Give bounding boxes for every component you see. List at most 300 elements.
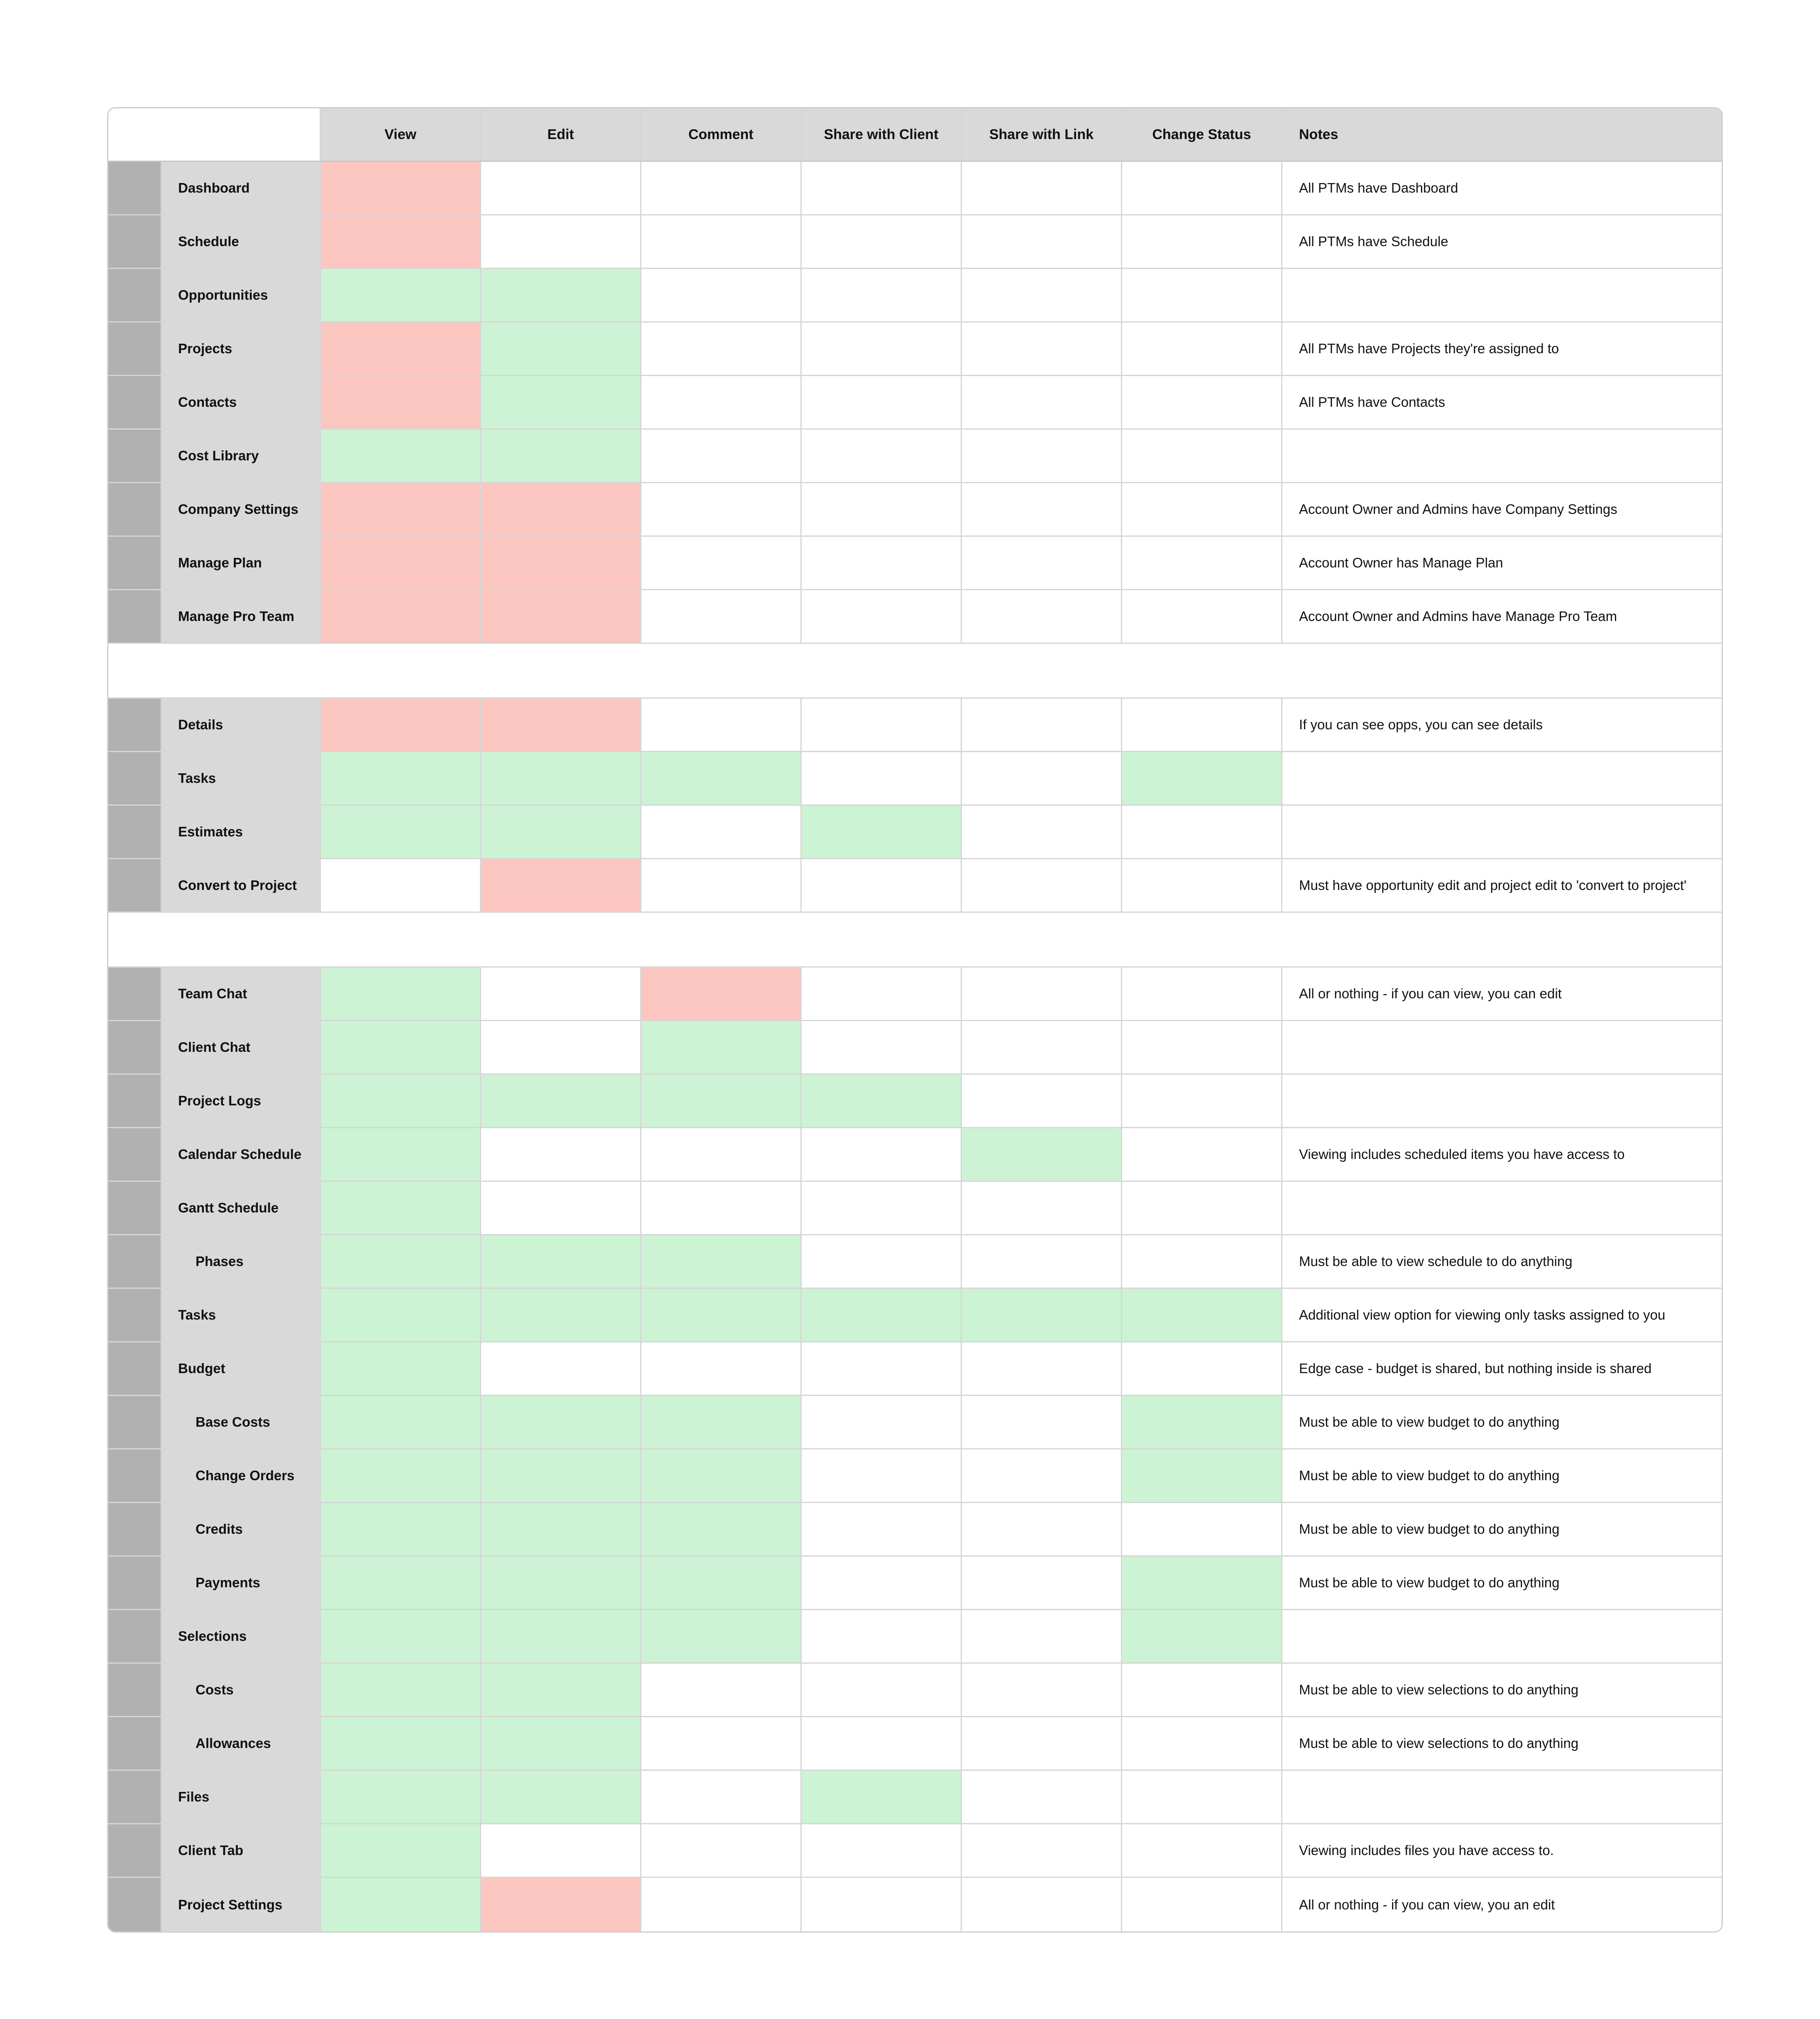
row-note: Must be able to view schedule to do anything — [1299, 1254, 1573, 1269]
permission-cell-view[interactable] — [321, 1449, 481, 1502]
row-note: All PTMs have Dashboard — [1299, 180, 1458, 196]
permission-cell-share-with-link[interactable] — [962, 1342, 1122, 1395]
permission-cell-share-with-link[interactable] — [962, 1449, 1122, 1502]
row-label-cell — [108, 1717, 321, 1770]
row-label: Calendar Schedule — [161, 1128, 320, 1181]
row-label-cell — [108, 1396, 321, 1448]
group-bar — [108, 323, 161, 375]
permission-cell-share-with-link[interactable] — [962, 430, 1122, 482]
group-bar — [108, 1075, 161, 1127]
permission-cell-share-with-link[interactable] — [962, 162, 1122, 214]
row-label-cell — [108, 269, 321, 321]
permission-cell-share-with-client[interactable] — [802, 269, 962, 321]
table-row — [108, 1717, 1722, 1771]
group-bar — [108, 590, 161, 643]
permission-cell-change-status[interactable] — [1122, 806, 1282, 858]
permission-cell-comment[interactable] — [641, 1075, 802, 1127]
row-label: Dashboard — [161, 162, 320, 214]
table-row — [108, 806, 1722, 859]
permission-cell-share-with-link[interactable] — [962, 806, 1122, 858]
permission-cell-edit[interactable] — [481, 537, 641, 589]
row-label-cell — [108, 859, 321, 912]
table-row — [108, 269, 1722, 323]
permission-cell-share-with-link[interactable] — [962, 590, 1122, 643]
permission-cell-share-with-client[interactable] — [802, 1128, 962, 1181]
header-share-with-client: Share with Client — [802, 108, 962, 161]
permission-cell-share-with-link[interactable] — [962, 269, 1122, 321]
group-bar — [108, 376, 161, 428]
permission-cell-comment[interactable] — [641, 1824, 802, 1877]
row-label: Project Logs — [161, 1075, 320, 1127]
permission-cell-view[interactable] — [321, 1878, 481, 1931]
permission-cell-edit[interactable] — [481, 323, 641, 375]
permission-cell-share-with-client[interactable] — [802, 1503, 962, 1555]
permission-cell-change-status[interactable] — [1122, 1557, 1282, 1609]
permission-cell-comment[interactable] — [641, 1182, 802, 1234]
row-label: Client Tab — [161, 1824, 320, 1877]
permission-cell-share-with-client[interactable] — [802, 323, 962, 375]
permission-cell-share-with-client[interactable] — [802, 215, 962, 268]
permission-cell-comment[interactable] — [641, 537, 802, 589]
row-note: All PTMs have Projects they're assigned to — [1299, 341, 1559, 356]
permission-cell-view[interactable] — [321, 859, 481, 912]
row-note: Edge case - budget is shared, but nothing inside is shared — [1299, 1361, 1652, 1376]
permission-cell-edit[interactable] — [481, 1664, 641, 1716]
row-label-cell — [108, 1610, 321, 1662]
permission-cell-edit[interactable] — [481, 1503, 641, 1555]
row-label-cell — [108, 1664, 321, 1716]
row-label: Selections — [161, 1610, 320, 1662]
table-row — [108, 1824, 1722, 1878]
row-label: Payments — [161, 1557, 320, 1609]
permission-cell-share-with-link[interactable] — [962, 1075, 1122, 1127]
permission-cell-share-with-link[interactable] — [962, 699, 1122, 751]
row-label-cell — [108, 537, 321, 589]
permission-cell-share-with-client[interactable] — [802, 1075, 962, 1127]
row-label: Budget — [161, 1342, 320, 1395]
permission-cell-edit[interactable] — [481, 806, 641, 858]
group-bar — [108, 1182, 161, 1234]
row-label-cell — [108, 1342, 321, 1395]
row-note — [1282, 430, 1722, 482]
permission-cell-change-status[interactable] — [1122, 1021, 1282, 1073]
row-label: Costs — [161, 1664, 320, 1716]
permission-cell-comment[interactable] — [641, 752, 802, 804]
permission-cell-share-with-client[interactable] — [802, 806, 962, 858]
permission-cell-edit[interactable] — [481, 1449, 641, 1502]
permission-cell-share-with-link[interactable] — [962, 1878, 1122, 1931]
row-label-cell — [108, 1824, 321, 1877]
permission-cell-comment[interactable] — [641, 1717, 802, 1770]
row-note: Account Owner and Admins have Manage Pro Team — [1299, 609, 1617, 624]
permission-cell-change-status[interactable] — [1122, 968, 1282, 1020]
permission-cell-change-status[interactable] — [1122, 1878, 1282, 1931]
permission-cell-share-with-link[interactable] — [962, 968, 1122, 1020]
permission-cell-view[interactable] — [321, 1771, 481, 1823]
row-note: Must have opportunity edit and project edit to 'convert to project' — [1299, 878, 1687, 893]
row-label-cell — [108, 699, 321, 751]
group-bar — [108, 806, 161, 858]
permission-cell-view[interactable] — [321, 1557, 481, 1609]
permission-cell-edit[interactable] — [481, 1396, 641, 1448]
table-row — [108, 215, 1722, 269]
row-label: Tasks — [161, 752, 320, 804]
row-label-cell — [108, 430, 321, 482]
permission-cell-comment[interactable] — [641, 376, 802, 428]
permission-cell-share-with-link[interactable] — [962, 752, 1122, 804]
permission-cell-edit[interactable] — [481, 1021, 641, 1073]
permission-cell-share-with-link[interactable] — [962, 215, 1122, 268]
group-bar — [108, 1342, 161, 1395]
permission-cell-edit[interactable] — [481, 1235, 641, 1288]
permission-cell-share-with-client[interactable] — [802, 483, 962, 535]
header-row — [108, 108, 1722, 162]
row-label-cell — [108, 806, 321, 858]
permission-cell-change-status[interactable] — [1122, 1771, 1282, 1823]
permission-cell-comment[interactable] — [641, 1771, 802, 1823]
permission-cell-comment[interactable] — [641, 1557, 802, 1609]
table-row — [108, 1342, 1722, 1396]
table-row — [108, 1664, 1722, 1717]
row-label-cell — [108, 162, 321, 214]
row-label-cell — [108, 1128, 321, 1181]
table-row — [108, 430, 1722, 483]
permission-cell-change-status[interactable] — [1122, 537, 1282, 589]
row-label: Tasks — [161, 1289, 320, 1341]
permission-cell-share-with-link[interactable] — [962, 1503, 1122, 1555]
permission-cell-share-with-client[interactable] — [802, 1664, 962, 1716]
permission-cell-view[interactable] — [321, 1717, 481, 1770]
row-label: Phases — [161, 1235, 320, 1288]
permission-cell-edit[interactable] — [481, 1128, 641, 1181]
group-bar — [108, 162, 161, 214]
permission-cell-share-with-link[interactable] — [962, 1664, 1122, 1716]
permission-cell-share-with-link[interactable] — [962, 1610, 1122, 1662]
permission-cell-comment[interactable] — [641, 806, 802, 858]
permission-cell-change-status[interactable] — [1122, 323, 1282, 375]
permission-cell-edit[interactable] — [481, 1717, 641, 1770]
permission-cell-edit[interactable] — [481, 590, 641, 643]
matrix-body — [108, 162, 1722, 1931]
permission-cell-change-status[interactable] — [1122, 1289, 1282, 1341]
permission-cell-view[interactable] — [321, 1503, 481, 1555]
permission-cell-edit[interactable] — [481, 1182, 641, 1234]
permission-cell-share-with-client[interactable] — [802, 699, 962, 751]
permission-cell-share-with-link[interactable] — [962, 376, 1122, 428]
permission-cell-view[interactable] — [321, 806, 481, 858]
table-row — [108, 859, 1722, 913]
permission-cell-comment[interactable] — [641, 1021, 802, 1073]
permission-cell-change-status[interactable] — [1122, 1342, 1282, 1395]
table-row — [108, 1878, 1722, 1931]
permission-cell-change-status[interactable] — [1122, 859, 1282, 912]
permission-cell-change-status[interactable] — [1122, 1717, 1282, 1770]
row-label-cell — [108, 215, 321, 268]
header-edit: Edit — [481, 108, 641, 161]
permission-cell-edit[interactable] — [481, 1075, 641, 1127]
permission-cell-edit[interactable] — [481, 269, 641, 321]
permission-cell-share-with-link[interactable] — [962, 859, 1122, 912]
permission-cell-change-status[interactable] — [1122, 752, 1282, 804]
permission-cell-comment[interactable] — [641, 1342, 802, 1395]
group-bar — [108, 699, 161, 751]
permission-cell-share-with-link[interactable] — [962, 1396, 1122, 1448]
group-bar — [108, 269, 161, 321]
permission-cell-change-status[interactable] — [1122, 376, 1282, 428]
group-bar — [108, 1771, 161, 1823]
permission-cell-change-status[interactable] — [1122, 1824, 1282, 1877]
permission-cell-edit[interactable] — [481, 1610, 641, 1662]
permission-cell-comment[interactable] — [641, 1449, 802, 1502]
group-bar — [108, 1610, 161, 1662]
permission-cell-edit[interactable] — [481, 1342, 641, 1395]
header-corner — [108, 108, 321, 161]
permission-cell-share-with-link[interactable] — [962, 1717, 1122, 1770]
row-note — [1282, 1610, 1722, 1662]
permission-cell-comment[interactable] — [641, 968, 802, 1020]
permission-cell-share-with-client[interactable] — [802, 1717, 962, 1770]
permission-cell-comment[interactable] — [641, 162, 802, 214]
table-row — [108, 1182, 1722, 1235]
permission-cell-change-status[interactable] — [1122, 162, 1282, 214]
permission-cell-comment[interactable] — [641, 1610, 802, 1662]
permission-cell-change-status[interactable] — [1122, 430, 1282, 482]
table-row — [108, 752, 1722, 806]
permission-cell-change-status[interactable] — [1122, 590, 1282, 643]
permission-cell-view[interactable] — [321, 430, 481, 482]
group-bar — [108, 1717, 161, 1770]
row-label: Projects — [161, 323, 320, 375]
permission-cell-edit[interactable] — [481, 699, 641, 751]
permission-cell-edit[interactable] — [481, 1557, 641, 1609]
group-bar — [108, 1664, 161, 1716]
permission-cell-view[interactable] — [321, 699, 481, 751]
permission-cell-view[interactable] — [321, 483, 481, 535]
permission-cell-view[interactable] — [321, 1396, 481, 1448]
permission-cell-view[interactable] — [321, 1824, 481, 1877]
permission-cell-edit[interactable] — [481, 1878, 641, 1931]
permission-cell-change-status[interactable] — [1122, 215, 1282, 268]
permission-cell-edit[interactable] — [481, 430, 641, 482]
permission-cell-share-with-client[interactable] — [802, 1610, 962, 1662]
row-label: Manage Pro Team — [161, 590, 320, 643]
permission-cell-share-with-link[interactable] — [962, 1128, 1122, 1181]
permission-cell-comment[interactable] — [641, 483, 802, 535]
permission-cell-change-status[interactable] — [1122, 269, 1282, 321]
row-note — [1282, 1771, 1722, 1823]
permission-cell-view[interactable] — [321, 1235, 481, 1288]
row-label: Manage Plan — [161, 537, 320, 589]
permission-cell-share-with-link[interactable] — [962, 1557, 1122, 1609]
permission-cell-comment[interactable] — [641, 1289, 802, 1341]
group-bar — [108, 1289, 161, 1341]
permission-cell-comment[interactable] — [641, 699, 802, 751]
row-label-cell — [108, 1075, 321, 1127]
header-view: View — [321, 108, 481, 161]
table-row — [108, 1128, 1722, 1182]
permission-cell-share-with-client[interactable] — [802, 1771, 962, 1823]
permission-cell-change-status[interactable] — [1122, 483, 1282, 535]
permission-cell-share-with-link[interactable] — [962, 483, 1122, 535]
permission-cell-view[interactable] — [321, 215, 481, 268]
row-note — [1282, 752, 1722, 804]
row-label: Credits — [161, 1503, 320, 1555]
table-row — [108, 590, 1722, 644]
row-note: Must be able to view budget to do anything — [1299, 1521, 1560, 1537]
permission-cell-change-status[interactable] — [1122, 1449, 1282, 1502]
permission-cell-view[interactable] — [321, 1128, 481, 1181]
permission-cell-change-status[interactable] — [1122, 1396, 1282, 1448]
table-row — [108, 1235, 1722, 1289]
permission-cell-share-with-client[interactable] — [802, 430, 962, 482]
permission-cell-edit[interactable] — [481, 752, 641, 804]
row-label: Allowances — [161, 1717, 320, 1770]
permission-cell-share-with-client[interactable] — [802, 752, 962, 804]
permission-cell-change-status[interactable] — [1122, 1664, 1282, 1716]
header-comment: Comment — [641, 108, 802, 161]
row-label-cell — [108, 1878, 321, 1931]
permission-cell-view[interactable] — [321, 323, 481, 375]
permission-cell-share-with-link[interactable] — [962, 1021, 1122, 1073]
row-note: All or nothing - if you can view, you an edit — [1299, 1897, 1555, 1912]
permission-cell-share-with-client[interactable] — [802, 1557, 962, 1609]
permission-cell-edit[interactable] — [481, 1824, 641, 1877]
group-bar — [108, 1878, 161, 1931]
permission-cell-comment[interactable] — [641, 1878, 802, 1931]
row-label-cell — [108, 752, 321, 804]
permission-cell-comment[interactable] — [641, 1235, 802, 1288]
row-note: Additional view option for viewing only tasks assigned to you — [1299, 1307, 1666, 1322]
row-note: All PTMs have Schedule — [1299, 234, 1448, 249]
row-note: Must be able to view budget to do anything — [1299, 1468, 1560, 1483]
permission-cell-share-with-client[interactable] — [802, 376, 962, 428]
permission-cell-share-with-client[interactable] — [802, 1342, 962, 1395]
row-note: If you can see opps, you can see details — [1299, 717, 1543, 732]
permission-cell-view[interactable] — [321, 1664, 481, 1716]
group-spacer — [108, 913, 1722, 968]
permission-cell-share-with-client[interactable] — [802, 859, 962, 912]
permission-cell-view[interactable] — [321, 1182, 481, 1234]
permission-cell-share-with-client[interactable] — [802, 1289, 962, 1341]
permission-cell-share-with-client[interactable] — [802, 968, 962, 1020]
permission-cell-share-with-link[interactable] — [962, 1771, 1122, 1823]
permission-cell-view[interactable] — [321, 1610, 481, 1662]
permission-cell-view[interactable] — [321, 1021, 481, 1073]
permission-cell-share-with-link[interactable] — [962, 1235, 1122, 1288]
permission-cell-view[interactable] — [321, 590, 481, 643]
row-label-cell — [108, 1449, 321, 1502]
group-bar — [108, 968, 161, 1020]
permission-cell-comment[interactable] — [641, 323, 802, 375]
permission-cell-comment[interactable] — [641, 1664, 802, 1716]
permission-cell-share-with-link[interactable] — [962, 1289, 1122, 1341]
permission-cell-comment[interactable] — [641, 430, 802, 482]
permission-cell-edit[interactable] — [481, 1289, 641, 1341]
permission-cell-share-with-client[interactable] — [802, 1878, 962, 1931]
permission-cell-view[interactable] — [321, 269, 481, 321]
permission-cell-change-status[interactable] — [1122, 1182, 1282, 1234]
permission-cell-edit[interactable] — [481, 215, 641, 268]
permission-cell-share-with-link[interactable] — [962, 1182, 1122, 1234]
permission-cell-share-with-client[interactable] — [802, 1824, 962, 1877]
permission-cell-view[interactable] — [321, 752, 481, 804]
permission-cell-comment[interactable] — [641, 590, 802, 643]
permission-cell-comment[interactable] — [641, 269, 802, 321]
table-row — [108, 376, 1722, 430]
permission-cell-edit[interactable] — [481, 1771, 641, 1823]
group-bar — [108, 1235, 161, 1288]
table-row — [108, 323, 1722, 376]
permission-cell-edit[interactable] — [481, 968, 641, 1020]
permission-cell-share-with-client[interactable] — [802, 1021, 962, 1073]
permission-cell-change-status[interactable] — [1122, 1235, 1282, 1288]
row-label-cell — [108, 1289, 321, 1341]
row-note: Must be able to view selections to do anything — [1299, 1735, 1579, 1751]
permission-cell-share-with-link[interactable] — [962, 323, 1122, 375]
permission-cell-change-status[interactable] — [1122, 1128, 1282, 1181]
group-bar — [108, 1449, 161, 1502]
permission-cell-change-status[interactable] — [1122, 1503, 1282, 1555]
permission-cell-view[interactable] — [321, 376, 481, 428]
permission-cell-share-with-link[interactable] — [962, 1824, 1122, 1877]
permission-cell-comment[interactable] — [641, 1503, 802, 1555]
permission-cell-share-with-client[interactable] — [802, 537, 962, 589]
permission-cell-view[interactable] — [321, 537, 481, 589]
permission-cell-view[interactable] — [321, 1075, 481, 1127]
row-note: Viewing includes scheduled items you have access to — [1299, 1146, 1625, 1162]
group-bar — [108, 430, 161, 482]
row-label: Cost Library — [161, 430, 320, 482]
group-bar — [108, 752, 161, 804]
permission-cell-edit[interactable] — [481, 859, 641, 912]
permission-cell-view[interactable] — [321, 1342, 481, 1395]
row-label: Project Settings — [161, 1878, 320, 1931]
permission-cell-change-status[interactable] — [1122, 1610, 1282, 1662]
permission-cell-edit[interactable] — [481, 483, 641, 535]
row-label: Contacts — [161, 376, 320, 428]
permission-cell-comment[interactable] — [641, 859, 802, 912]
permission-cell-share-with-link[interactable] — [962, 537, 1122, 589]
permission-cell-share-with-client[interactable] — [802, 1449, 962, 1502]
row-label-cell — [108, 590, 321, 643]
permission-cell-comment[interactable] — [641, 215, 802, 268]
permission-cell-view[interactable] — [321, 968, 481, 1020]
permission-cell-share-with-client[interactable] — [802, 162, 962, 214]
permission-cell-change-status[interactable] — [1122, 699, 1282, 751]
table-row — [108, 1075, 1722, 1128]
header-notes: Notes — [1282, 108, 1722, 161]
permission-cell-edit[interactable] — [481, 376, 641, 428]
row-label-cell — [108, 1503, 321, 1555]
table-row — [108, 1449, 1722, 1503]
row-label: Company Settings — [161, 483, 320, 535]
permission-cell-share-with-client[interactable] — [802, 1182, 962, 1234]
permission-cell-view[interactable] — [321, 1289, 481, 1341]
permission-cell-share-with-client[interactable] — [802, 1396, 962, 1448]
permission-cell-share-with-client[interactable] — [802, 1235, 962, 1288]
permission-cell-edit[interactable] — [481, 162, 641, 214]
row-label-cell — [108, 376, 321, 428]
permissions-matrix — [107, 107, 1723, 1933]
row-label-cell — [108, 1182, 321, 1234]
group-spacer — [108, 644, 1722, 699]
permission-cell-share-with-client[interactable] — [802, 590, 962, 643]
permission-cell-comment[interactable] — [641, 1128, 802, 1181]
permission-cell-change-status[interactable] — [1122, 1075, 1282, 1127]
permission-cell-comment[interactable] — [641, 1396, 802, 1448]
table-row — [108, 699, 1722, 752]
permission-cell-view[interactable] — [321, 162, 481, 214]
